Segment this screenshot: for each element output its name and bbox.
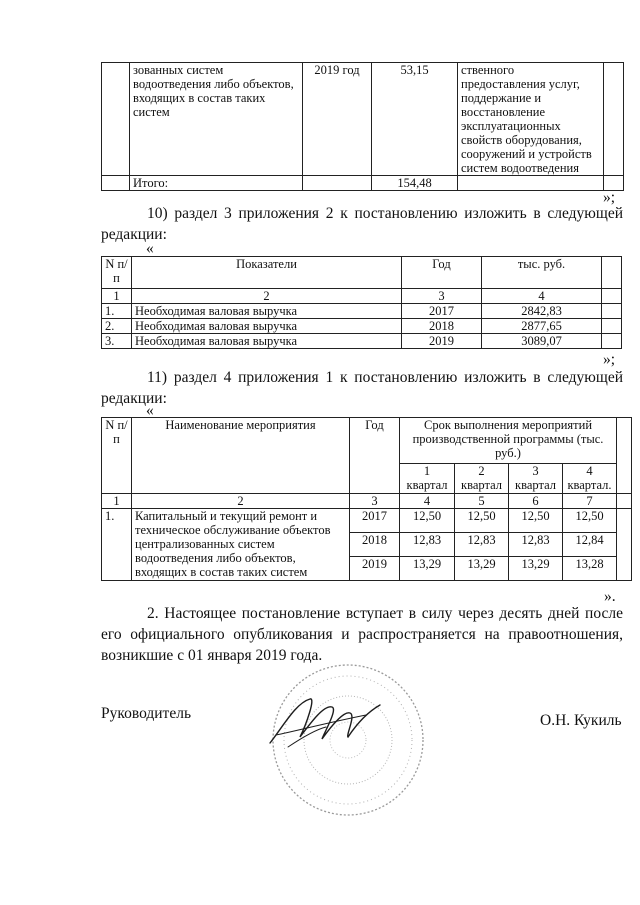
open-quote-10: « xyxy=(146,240,154,257)
table-number-row: 1 2 3 4 5 6 7 xyxy=(102,494,632,509)
table-top-name-cell: зованных систем водоотведения либо объектов, входящих в состав таких систем xyxy=(130,63,303,176)
table-header-row xyxy=(102,257,622,289)
total-value: 154,48 xyxy=(372,176,458,191)
close-quote-3: »; xyxy=(603,351,616,368)
header-activity-name: Наименование мероприятия xyxy=(132,418,350,494)
table-section-4 xyxy=(101,417,632,581)
table-row xyxy=(102,63,624,176)
paragraph-10: 10) раздел 3 приложения 2 к постановлению изложить в следующей редакции: xyxy=(101,205,623,243)
header-quarter-1: 1 квартал xyxy=(400,464,455,494)
table-top-note-cell: ственного предоставления услуг, поддержание и восстановление эксплуатационных свойств оборудования, сооружений и устройств систем водоотведения xyxy=(458,63,604,176)
close-quote-top: »; xyxy=(603,189,616,206)
header-indicators: Показатели xyxy=(132,257,402,289)
header-year: Год xyxy=(402,257,482,289)
table-top-year-cell: 2019 год xyxy=(303,63,372,176)
table-row: 1. Капитальный и текущий ремонт и техническое обслуживание объектов централизованных систем водоотведения либо объектов, входящих в состав таких систем 2017 12,50 12,50 12,50 12,50 xyxy=(102,509,632,533)
activity-name: Капитальный и текущий ремонт и техническое обслуживание объектов централизованных систем водоотведения либо объектов, входящих в состав таких систем xyxy=(132,509,350,581)
table-row-total xyxy=(102,176,624,191)
table-row: 3. Необходимая валовая выручка 2019 3089,07 xyxy=(102,334,622,349)
table-top xyxy=(101,62,624,191)
header-thousand-rub: тыс. руб. xyxy=(482,257,602,289)
table-row: 2018 12,83 12,83 12,83 12,84 xyxy=(102,533,632,557)
total-label: Итого: xyxy=(130,176,303,191)
handwritten-signature xyxy=(266,685,386,760)
table-row: 1. Необходимая валовая выручка 2017 2842,83 xyxy=(102,304,622,319)
header-year: Год xyxy=(350,418,400,494)
table-section-3 xyxy=(101,256,622,349)
table-top-value-cell: 53,15 xyxy=(372,63,458,176)
header-quarter-4: 4 квартал. xyxy=(563,464,617,494)
table-row: 2019 13,29 13,29 13,29 13,28 xyxy=(102,557,632,581)
table-row: 2. Необходимая валовая выручка 2018 2877,65 xyxy=(102,319,622,334)
signatory-title: Руководитель xyxy=(101,705,192,722)
header-quarter-2: 2 квартал xyxy=(455,464,509,494)
close-quote-4: ». xyxy=(604,588,616,605)
paragraph-2: 2. Настоящее постановление вступает в силу через десять дней после его официального опубликования и распространяется на правоотношения, возникшие с 01 января 2019 года. xyxy=(101,605,623,664)
header-n: N п/п xyxy=(102,257,132,289)
signatory-name: О.Н. Кукиль xyxy=(540,712,622,729)
header-n: N п/п xyxy=(102,418,132,494)
header-quarter-3: 3 квартал xyxy=(509,464,563,494)
paragraph-11: 11) раздел 4 приложения 1 к постановлению изложить в следующей редакции: xyxy=(101,369,623,407)
open-quote-11: « xyxy=(146,402,154,419)
header-term: Срок выполнения мероприятий производственной программы (тыс. руб.) xyxy=(400,418,617,464)
table-number-row: 1 2 3 4 xyxy=(102,289,622,304)
row-number: 1. xyxy=(102,509,132,581)
